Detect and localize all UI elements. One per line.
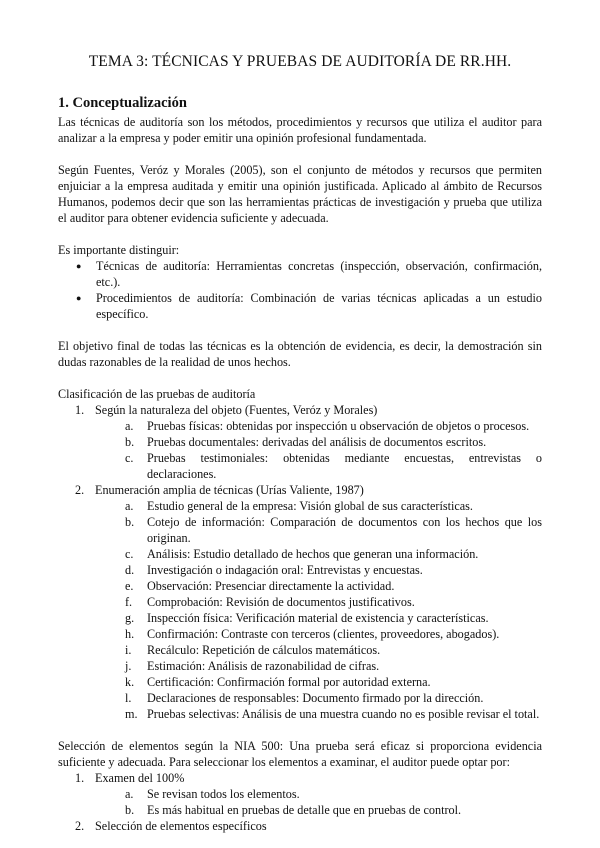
paragraph-objective: El objetivo final de todas las técnicas es la obtención de evidencia, es decir, la demostración sin dudas razonables de la realidad de unos hechos. xyxy=(58,339,542,369)
sublist-text: Recálculo: Repetición de cálculos matemáticos. xyxy=(147,643,381,657)
sublist-item xyxy=(125,418,542,434)
document-title: TEMA 3: TÉCNICAS Y PRUEBAS DE AUDITORÍA DE RR.HH. xyxy=(88,53,512,70)
sublist-text: Investigación o indagación oral: Entrevistas y encuestas. xyxy=(147,563,423,577)
sublist-item xyxy=(125,546,542,562)
sublist-letter: b. xyxy=(125,435,135,449)
list-item xyxy=(75,770,542,818)
sublist-text: Pruebas selectivas: Análisis de una muestra cuando no es posible revisar el total. xyxy=(147,707,540,721)
sublist-text: Cotejo de información: Comparación de documentos con los hechos que los originan. xyxy=(147,515,542,545)
sublist-text: Análisis: Estudio detallado de hechos que generan una información. xyxy=(147,547,479,561)
classification-list xyxy=(58,402,542,722)
sublist-item xyxy=(125,674,542,690)
sublist-letter: f. xyxy=(125,595,133,609)
sublist-text: Pruebas testimoniales: obtenidas mediante encuestas, entrevistas o declaraciones. xyxy=(147,451,542,481)
sublist-item xyxy=(125,498,542,514)
paragraph-definition: Las técnicas de auditoría son los métodos, procedimientos y recursos que utiliza el auditor para analizar a la empresa y poder emitir una opinión profesional fundamentada. xyxy=(58,115,542,145)
bullet-item: ● Procedimientos de auditoría: Combinación de varias técnicas aplicadas a un estudio específico. xyxy=(96,290,542,322)
sublist-item xyxy=(125,514,542,546)
sublist-letter: h. xyxy=(125,627,135,641)
sublist-text: Declaraciones de responsables: Documento firmado por la dirección. xyxy=(147,691,484,705)
sublist-item xyxy=(125,610,542,626)
sublist-item xyxy=(125,594,542,610)
sublist-item xyxy=(125,642,542,658)
bullet-item: ● Técnicas de auditoría: Herramientas concretas (inspección, observación, confirmación, etc.). xyxy=(96,258,542,290)
distinguish-list xyxy=(58,258,542,322)
distinguish-intro: Es importante distinguir: xyxy=(58,243,180,257)
paragraph-fuentes: Según Fuentes, Veróz y Morales (2005), son el conjunto de métodos y recursos que permiten enjuiciar a la empresa auditada y emitir una opinión justificada. Aplicado al ámbito de Recursos Humanos, podemos decir que son las herramientas prácticas de investigación y prueba que utiliza el auditor para obtener evidencia suficiente y adecuada. xyxy=(58,163,542,225)
sublist-letter: a. xyxy=(125,419,134,433)
sublist-item xyxy=(125,786,542,802)
list-number: 2. xyxy=(75,819,85,833)
sublist-text: Pruebas documentales: derivadas del análisis de documentos escritos. xyxy=(147,435,487,449)
classification-intro: Clasificación de las pruebas de auditoría xyxy=(58,387,256,401)
list-item-label: Selección de elementos específicos xyxy=(95,819,267,833)
sublist-text: Se revisan todos los elementos. xyxy=(147,787,300,801)
sublist-item xyxy=(125,578,542,594)
sublist-text: Es más habitual en pruebas de detalle que en pruebas de control. xyxy=(147,803,462,817)
sublist-text: Estimación: Análisis de razonabilidad de cifras. xyxy=(147,659,380,673)
sublist-item xyxy=(125,690,542,706)
sublist-letter: m. xyxy=(125,707,138,721)
sublist-letter: l. xyxy=(125,691,132,705)
paragraph-nia500: Selección de elementos según la NIA 500: Una prueba será eficaz si proporciona evidencia suficiente y adecuada. Para seleccionar los elementos a examinar, el auditor puede optar por: xyxy=(58,739,542,769)
sublist-text: Estudio general de la empresa: Visión global de sus características. xyxy=(147,499,473,513)
sublist-item xyxy=(125,434,542,450)
list-item xyxy=(75,818,542,834)
list-number: 1. xyxy=(75,403,85,417)
sublist-letter: c. xyxy=(125,547,134,561)
sublist-letter: b. xyxy=(125,803,135,817)
list-number: 1. xyxy=(75,771,85,785)
sublist-item xyxy=(125,706,542,722)
sublist-text: Pruebas físicas: obtenidas por inspección u observación de objetos o procesos. xyxy=(147,419,530,433)
sublist-letter: a. xyxy=(125,499,134,513)
sublist-letter: g. xyxy=(125,611,135,625)
list-item-label: Enumeración amplia de técnicas (Urías Valiente, 1987) xyxy=(95,483,364,497)
list-item-label: Según la naturaleza del objeto (Fuentes, Veróz y Morales) xyxy=(95,403,378,417)
sublist xyxy=(95,786,542,818)
sublist-text: Comprobación: Revisión de documentos justificativos. xyxy=(147,595,415,609)
sublist-letter: a. xyxy=(125,787,134,801)
list-number: 2. xyxy=(75,483,85,497)
selection-list xyxy=(58,770,542,834)
list-item xyxy=(75,402,542,482)
sublist-letter: i. xyxy=(125,643,132,657)
sublist-letter: k. xyxy=(125,675,135,689)
sublist-item xyxy=(125,562,542,578)
list-item xyxy=(75,482,542,722)
sublist-item xyxy=(125,626,542,642)
sublist xyxy=(95,498,542,722)
sublist-letter: c. xyxy=(125,451,134,465)
sublist-text: Inspección física: Verificación material de existencia y características. xyxy=(147,611,489,625)
sublist-text: Confirmación: Contraste con terceros (clientes, proveedores, abogados). xyxy=(147,627,500,641)
sublist-letter: d. xyxy=(125,563,135,577)
sublist xyxy=(95,418,542,482)
sublist-text: Observación: Presenciar directamente la actividad. xyxy=(147,579,395,593)
sublist-letter: e. xyxy=(125,579,134,593)
sublist-item xyxy=(125,450,542,482)
list-item-label: Examen del 100% xyxy=(95,771,185,785)
sublist-text: Certificación: Confirmación formal por autoridad externa. xyxy=(147,675,431,689)
spacer xyxy=(58,722,542,738)
sublist-letter: j. xyxy=(125,659,132,673)
sublist-letter: b. xyxy=(125,515,135,529)
sublist-item xyxy=(125,802,542,818)
sublist-item xyxy=(125,658,542,674)
section-heading: 1. Conceptualización xyxy=(58,95,187,111)
